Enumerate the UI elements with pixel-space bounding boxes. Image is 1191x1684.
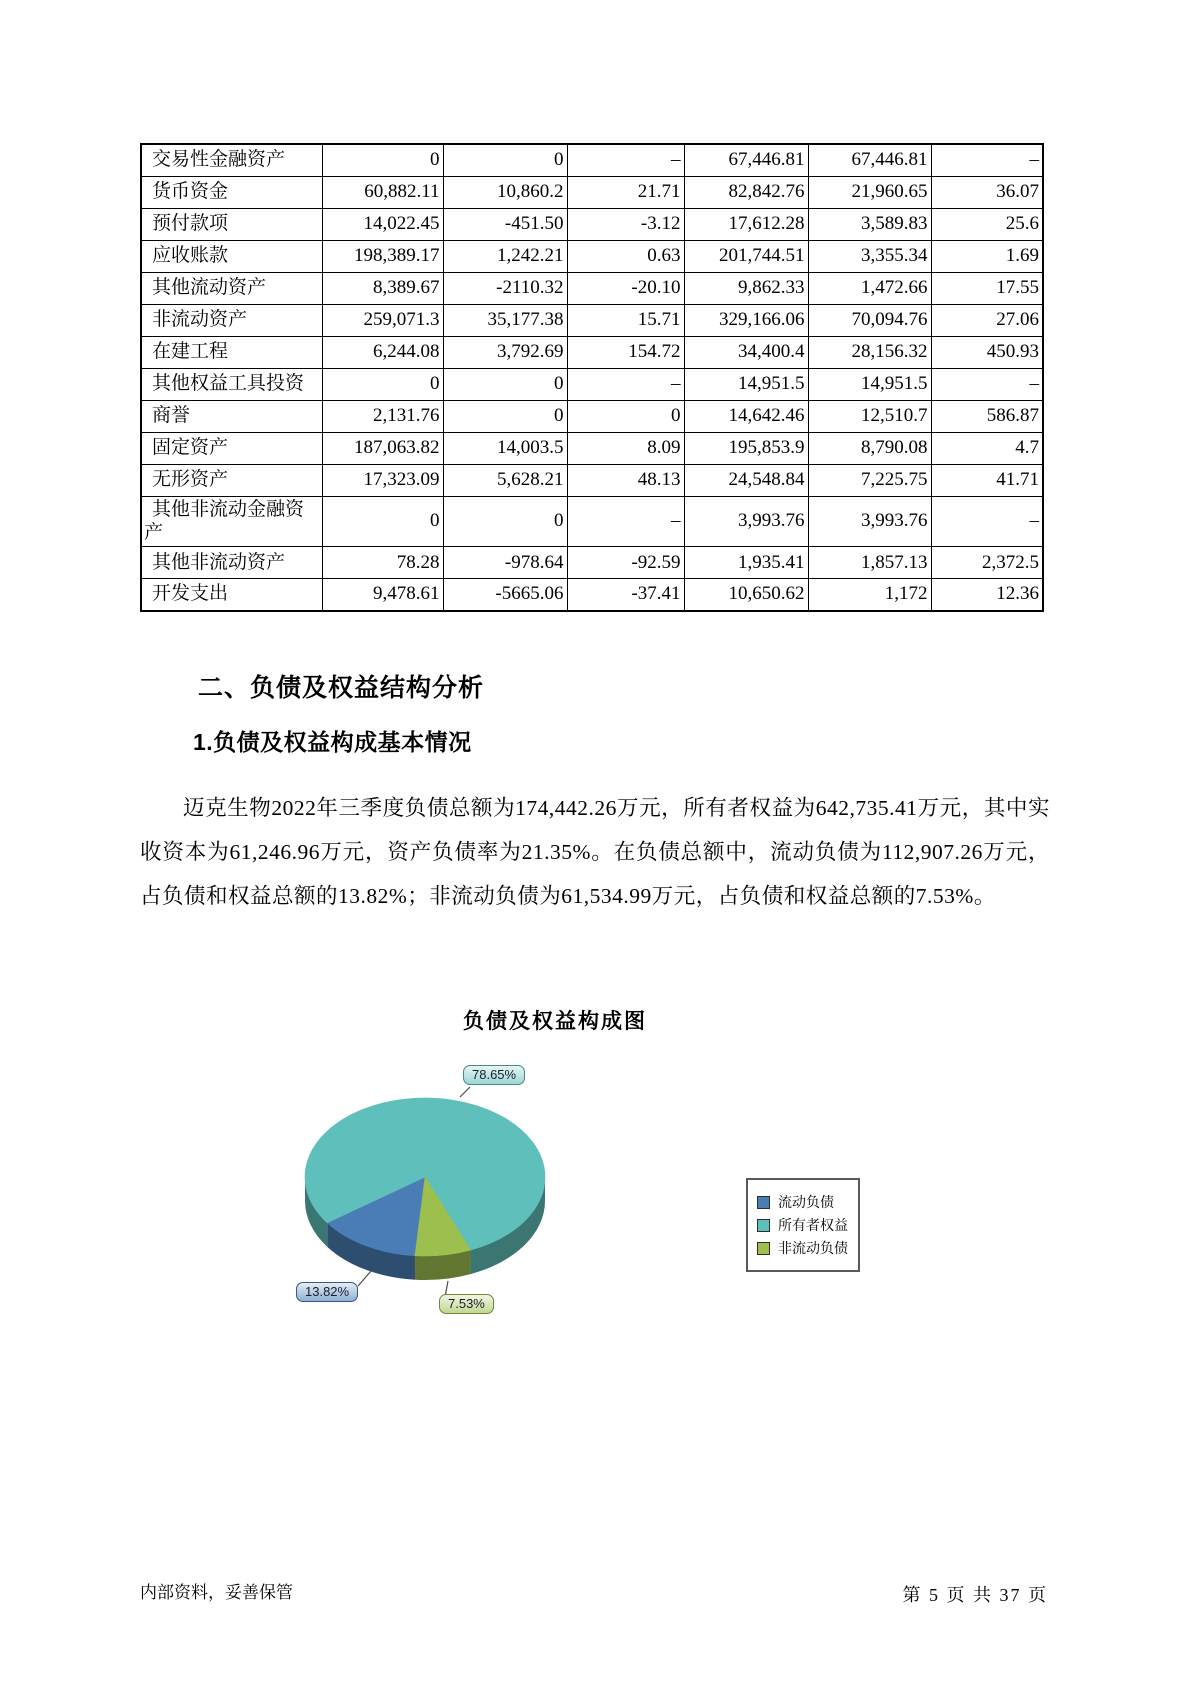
table-row [141,336,1043,368]
table-cell: 2,131.76 [322,400,443,432]
table-cell: -5665.06 [443,579,567,611]
table-cell: 450.93 [931,336,1043,368]
legend-swatch-icon [757,1219,770,1232]
table-cell: 3,792.69 [443,336,567,368]
subsection-heading: 1.负债及权益构成基本情况 [193,729,472,755]
legend-label: 非流动负债 [778,1240,848,1256]
table-cell: -3.12 [567,208,684,240]
table-cell: 35,177.38 [443,304,567,336]
table-cell: 2,372.5 [931,547,1043,579]
table-row [141,432,1043,464]
table-cell: 0 [443,496,567,547]
analysis-paragraph: 迈克生物2022年三季度负债总额为174,442.26万元，所有者权益为642,735.41万元，其中实收资本为61,246.96万元，资产负债率为21.35%。在负债总额中，流动负债为112,907.26万元，占负债和权益总额的13.82%；非流动负债为61,534.99万元，占负债和权益总额的7.53%。 [140,796,1050,908]
pie-chart [0,960,1191,1400]
table-row [141,579,1043,611]
pie-callout-line [358,1271,371,1286]
table-row-label: 在建工程 [141,336,322,368]
footer-confidential-note: 内部资料，妥善保管 [140,1583,293,1602]
table-cell: 1,857.13 [808,547,931,579]
table-cell: 28,156.32 [808,336,931,368]
legend-label: 所有者权益 [778,1217,848,1233]
table-row-label: 货币资金 [141,176,322,208]
table-cell: 27.06 [931,304,1043,336]
table-row-label: 非流动资产 [141,304,322,336]
table-row-label: 其他非流动金融资产 [141,496,322,547]
chart-title: 负债及权益构成图 [463,1009,647,1033]
table-row [141,496,1043,547]
table-row [141,400,1043,432]
table-cell: 1.69 [931,240,1043,272]
footer-page-number: 第 5 页 共 37 页 [902,1585,1048,1605]
table-cell: 82,842.76 [684,176,808,208]
table-cell: 25.6 [931,208,1043,240]
pie-label-2: 78.65% [463,1065,525,1085]
table-cell: 78.28 [322,547,443,579]
legend-item [757,1192,848,1212]
table-cell: -37.41 [567,579,684,611]
table-cell: 21,960.65 [808,176,931,208]
legend-swatch-icon [757,1196,770,1209]
table-cell: 154.72 [567,336,684,368]
financial-table-body [141,144,1043,611]
table-row [141,547,1043,579]
table-row [141,368,1043,400]
financial-table [140,143,1044,612]
table-row-label: 交易性金融资产 [141,144,322,176]
pie-label-3: 7.53% [439,1294,494,1314]
table-cell: 3,589.83 [808,208,931,240]
legend-item [757,1215,848,1235]
table-cell: 24,548.84 [684,464,808,496]
table-cell: 34,400.4 [684,336,808,368]
table-cell: 67,446.81 [808,144,931,176]
table-cell: 1,935.41 [684,547,808,579]
table-cell: 329,166.06 [684,304,808,336]
table-cell: 41.71 [931,464,1043,496]
table-cell: 586.87 [931,400,1043,432]
table-row-label: 开发支出 [141,579,322,611]
table-cell: 3,993.76 [684,496,808,547]
table-cell: 0 [443,368,567,400]
table-cell: 17,323.09 [322,464,443,496]
table-cell: 0 [322,496,443,547]
table-cell: – [931,144,1043,176]
table-cell: 48.13 [567,464,684,496]
table-cell: – [931,496,1043,547]
chart-legend [746,1178,860,1272]
table-cell: 0 [322,144,443,176]
table-cell: 5,628.21 [443,464,567,496]
table-cell: 8,389.67 [322,272,443,304]
table-row [141,464,1043,496]
table-cell: 9,478.61 [322,579,443,611]
table-cell: 0 [443,400,567,432]
table-cell: 7,225.75 [808,464,931,496]
legend-item [757,1238,848,1258]
table-cell: -2110.32 [443,272,567,304]
table-row-label: 应收账款 [141,240,322,272]
table-cell: -92.59 [567,547,684,579]
table-cell: 36.07 [931,176,1043,208]
table-cell: 14,642.46 [684,400,808,432]
table-cell: -451.50 [443,208,567,240]
table-cell: 17,612.28 [684,208,808,240]
table-cell: 14,951.5 [808,368,931,400]
table-cell: 12,510.7 [808,400,931,432]
table-cell: 8.09 [567,432,684,464]
table-row [141,176,1043,208]
table-row-label: 其他权益工具投资 [141,368,322,400]
table-cell: – [567,496,684,547]
table-cell: 15.71 [567,304,684,336]
table-cell: 60,882.11 [322,176,443,208]
table-cell: – [931,368,1043,400]
table-cell: 1,172 [808,579,931,611]
legend-swatch-icon [757,1242,770,1255]
table-cell: – [567,368,684,400]
table-cell: 10,650.62 [684,579,808,611]
table-cell: 201,744.51 [684,240,808,272]
table-row-label: 固定资产 [141,432,322,464]
table-cell: 14,951.5 [684,368,808,400]
table-cell: 4.7 [931,432,1043,464]
table-row [141,144,1043,176]
pie-label-1: 13.82% [296,1282,358,1302]
table-cell: 8,790.08 [808,432,931,464]
table-cell: 14,003.5 [443,432,567,464]
table-cell: 1,472.66 [808,272,931,304]
section-heading: 二、负债及权益结构分析 [198,674,485,702]
table-cell: -20.10 [567,272,684,304]
table-cell: 1,242.21 [443,240,567,272]
legend-label: 流动负债 [778,1194,834,1210]
table-cell: 67,446.81 [684,144,808,176]
table-cell: 0.63 [567,240,684,272]
table-cell: 187,063.82 [322,432,443,464]
table-cell: – [567,144,684,176]
table-row-label: 无形资产 [141,464,322,496]
table-cell: 198,389.17 [322,240,443,272]
table-row-label: 商誉 [141,400,322,432]
table-cell: 70,094.76 [808,304,931,336]
table-row [141,272,1043,304]
pie-callout-line [460,1087,470,1097]
table-cell: 3,355.34 [808,240,931,272]
table-cell: 10,860.2 [443,176,567,208]
table-row-label: 其他流动资产 [141,272,322,304]
table-cell: 6,244.08 [322,336,443,368]
table-row [141,208,1043,240]
table-row [141,304,1043,336]
table-cell: 9,862.33 [684,272,808,304]
table-cell: 0 [322,368,443,400]
table-cell: 14,022.45 [322,208,443,240]
table-row [141,240,1043,272]
table-row-label: 其他非流动资产 [141,547,322,579]
table-cell: 3,993.76 [808,496,931,547]
table-cell: 0 [443,144,567,176]
table-cell: 17.55 [931,272,1043,304]
table-cell: 21.71 [567,176,684,208]
table-cell: -978.64 [443,547,567,579]
table-cell: 259,071.3 [322,304,443,336]
table-cell: 0 [567,400,684,432]
table-row-label: 预付款项 [141,208,322,240]
table-cell: 12.36 [931,579,1043,611]
pie-chart-block [0,960,1191,1400]
table-cell: 195,853.9 [684,432,808,464]
